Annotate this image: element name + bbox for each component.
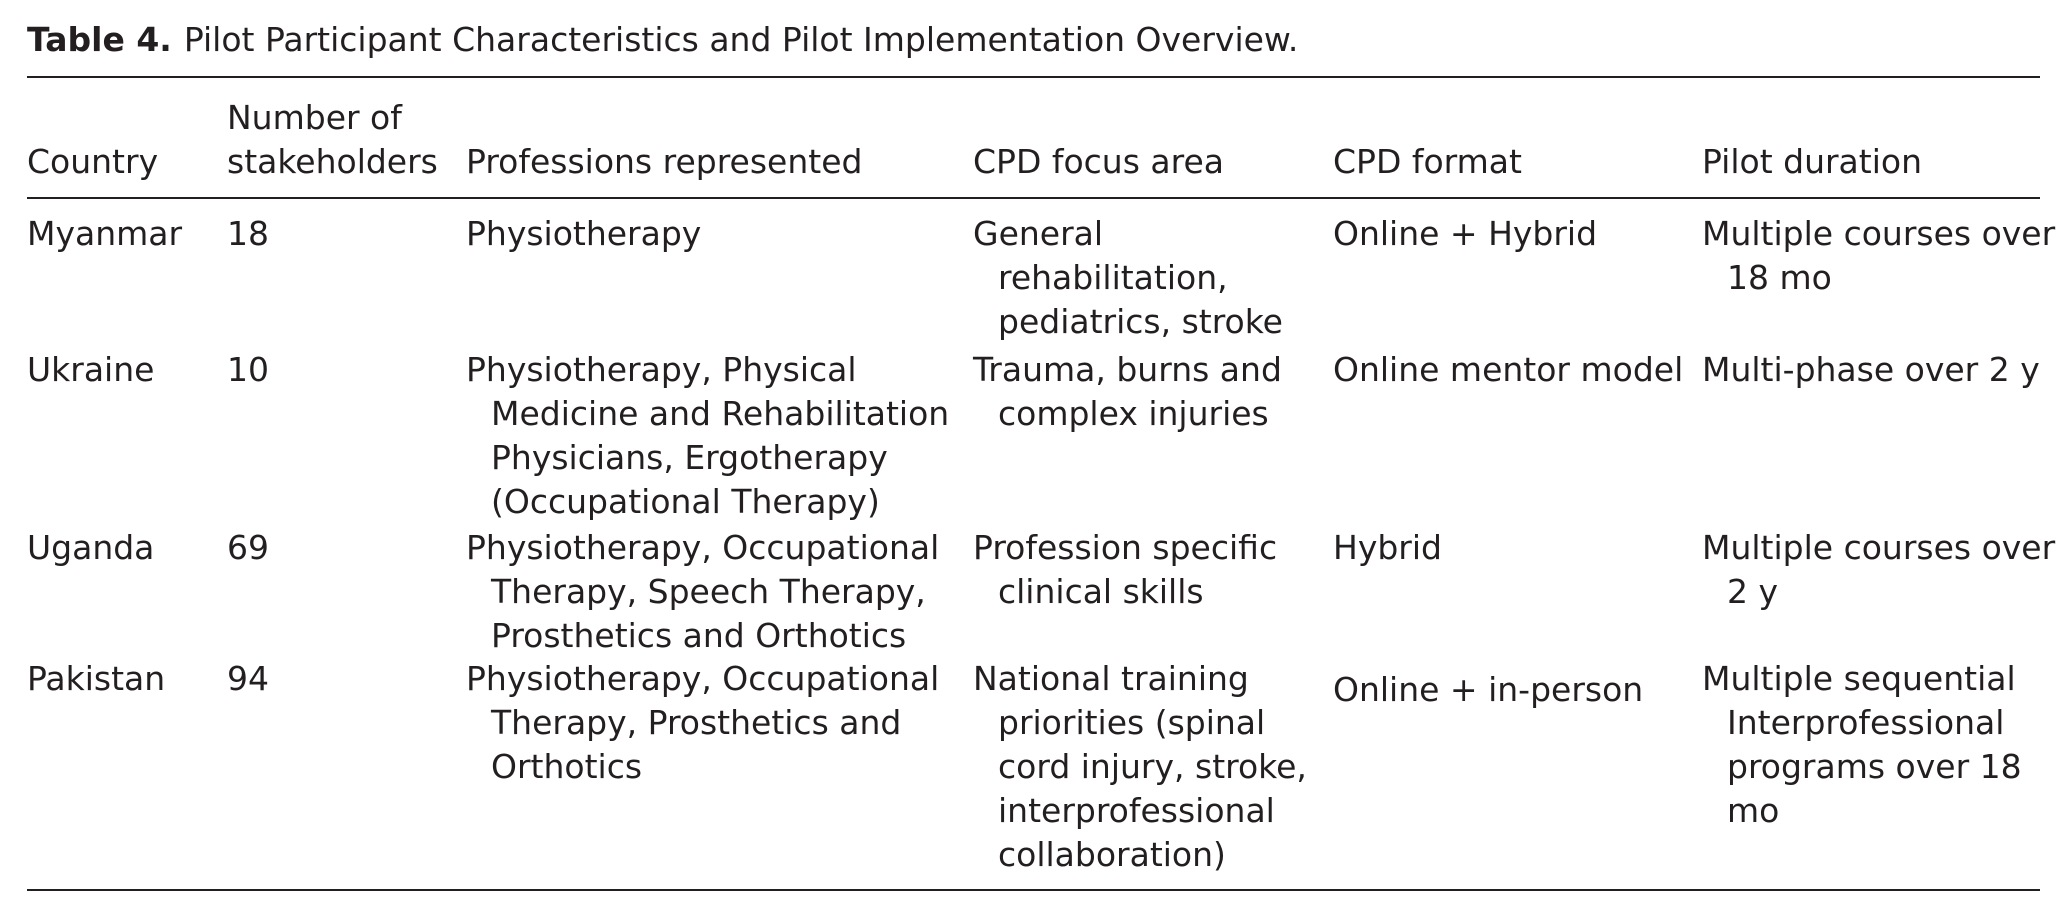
header-duration: Pilot duration [1702,142,1922,181]
table-cell-duration: Multi-phase over 2 y [1702,350,2040,389]
table-cell-professions: Physiotherapy [466,214,702,253]
table-cell-professions: Physiotherapy, Occupational Therapy, Prosthetics and Orthotics [466,659,940,786]
table-cell-stakeholders: 69 [227,528,269,567]
bottom-rule [27,889,2040,891]
table-cell-stakeholders: 94 [227,659,269,698]
table-cell-country: Uganda [27,528,155,567]
table-caption [27,18,1298,62]
top-rule [27,76,2040,78]
table-cell-focus: Profession specific clinical skills [973,528,1278,611]
header-country: Country [27,142,159,181]
header-rule [27,197,2040,199]
header-professions: Professions represented [466,142,863,181]
table-cell-stakeholders: 10 [227,350,269,389]
table-cell-country: Ukraine [27,350,155,389]
table-cell-format: Online + in-person [1333,670,1644,709]
table-cell-duration: Multiple courses over 18 mo [1702,214,2056,297]
table-cell-stakeholders: 18 [227,214,269,253]
header-focus: CPD focus area [973,142,1224,181]
table-cell-duration: Multiple courses over 2 y [1702,528,2056,611]
table-cell-country: Myanmar [27,214,183,253]
table-cell-focus: Trauma, burns and complex injuries [973,350,1282,433]
table-cell-focus: General rehabilitation, pediatrics, stroke [973,214,1283,341]
table-cell-format: Hybrid [1333,528,1442,567]
table-cell-focus: National training priorities (spinal cord injury, stroke, interprofessional collaboration) [973,659,1307,874]
header-stakeholders-line2: stakeholders [227,142,438,181]
table-caption-label: Table 4. [27,20,172,59]
header-stakeholders [227,96,438,184]
header-stakeholders-line1: Number of [227,98,402,137]
table-cell-professions: Physiotherapy, Physical Medicine and Rehabilitation Physicians, Ergotherapy (Occupational Therapy) [466,350,950,521]
table-cell-duration: Multiple sequential Interprofessional programs over 18 mo [1702,659,2022,830]
table-cell-professions: Physiotherapy, Occupational Therapy, Speech Therapy, Prosthetics and Orthotics [466,528,940,655]
table-cell-country: Pakistan [27,659,166,698]
header-format: CPD format [1333,142,1522,181]
table-cell-format: Online + Hybrid [1333,214,1598,253]
table-caption-text: Pilot Participant Characteristics and Pilot Implementation Overview. [183,20,1299,59]
table-cell-format: Online mentor model [1333,350,1684,389]
